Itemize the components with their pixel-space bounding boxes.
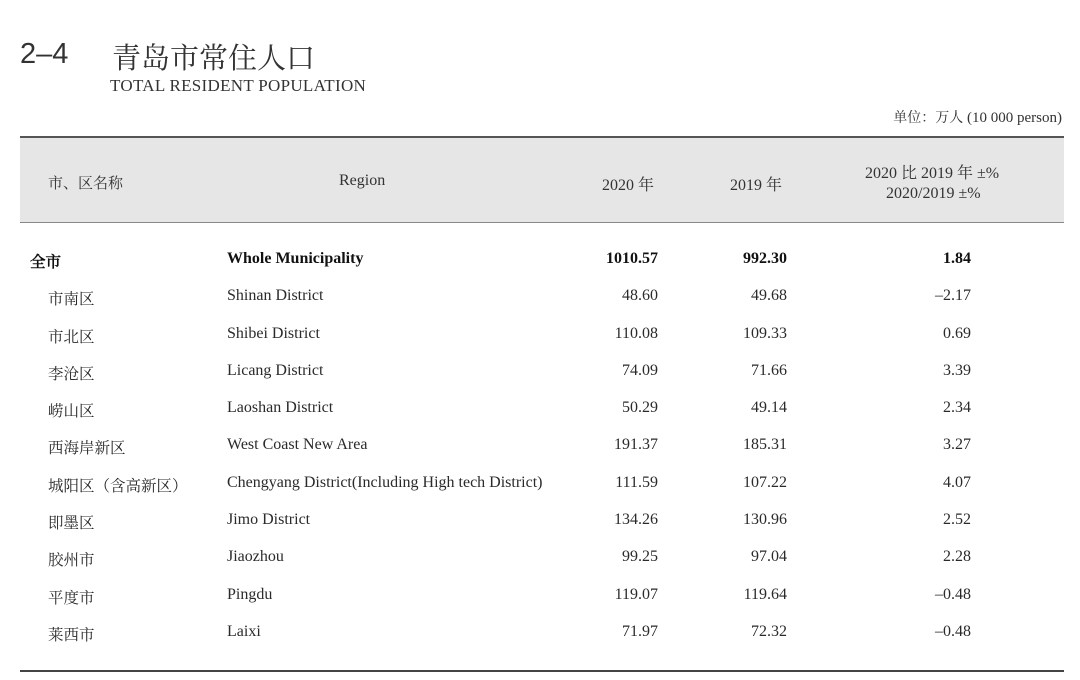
table-row (20, 428, 1064, 465)
region-cn: 平度市 (48, 588, 95, 607)
region-en: Licang District (227, 361, 324, 379)
region-cn: 西海岸新区 (48, 439, 126, 458)
value-change: 2.52 (943, 511, 971, 529)
title-chinese: 青岛市常住人口 (112, 41, 316, 75)
title-english: TOTAL RESIDENT POPULATION (110, 76, 367, 95)
region-en: Jiaozhou (227, 548, 284, 566)
header-2020: 2020 年 (602, 177, 655, 194)
table-row (20, 540, 1064, 577)
header-region-en: Region (339, 172, 386, 189)
value-change: 4.07 (943, 473, 971, 491)
unit-en: (10 000 person) (967, 110, 1062, 126)
region-cn: 即墨区 (48, 514, 95, 533)
table-body (20, 242, 1064, 652)
region-en: Shinan District (227, 287, 324, 305)
region-en: Laixi (227, 622, 261, 640)
value-2019: 107.22 (743, 473, 787, 491)
header-change-line1: 2020 比 2019 年 ±% (865, 165, 1000, 182)
value-change: 2.34 (943, 399, 971, 417)
value-2020: 134.26 (614, 511, 658, 529)
value-2019: 49.14 (751, 399, 787, 417)
value-change: –2.17 (935, 287, 971, 305)
region-en: West Coast New Area (227, 436, 368, 454)
region-cn: 李沧区 (48, 364, 95, 383)
value-change: 1.84 (943, 250, 971, 267)
value-2020: 119.07 (614, 585, 658, 603)
value-change: –0.48 (935, 622, 971, 640)
table-row (20, 503, 1064, 540)
header-2019: 2019 年 (730, 177, 783, 194)
region-cn: 城阳区（含高新区） (48, 476, 188, 495)
region-cn: 市北区 (48, 327, 95, 346)
value-2019: 109.33 (743, 324, 787, 342)
value-2020: 111.59 (615, 473, 658, 491)
unit-label (893, 107, 1062, 127)
header-change-line2: 2020/2019 ±% (886, 185, 981, 202)
value-2019: 130.96 (743, 511, 787, 529)
table-row-total (20, 242, 1064, 279)
value-2020: 191.37 (614, 436, 658, 454)
value-2019: 49.68 (751, 287, 787, 305)
value-change: 3.39 (943, 361, 971, 379)
table-row (20, 279, 1064, 316)
region-cn: 崂山区 (48, 402, 95, 421)
value-2019: 185.31 (743, 436, 787, 454)
value-2019: 71.66 (751, 361, 787, 379)
value-2019: 72.32 (751, 622, 787, 640)
value-2020: 48.60 (622, 287, 658, 305)
region-en: Laoshan District (227, 399, 334, 417)
table-row (20, 578, 1064, 615)
value-2020: 50.29 (622, 399, 658, 417)
table-row (20, 615, 1064, 652)
region-cn: 市南区 (48, 290, 95, 309)
header-region-cn: 市、区名称 (48, 174, 124, 192)
value-change: 0.69 (943, 324, 971, 342)
region-cn: 莱西市 (48, 625, 95, 644)
table-bottom-rule (20, 670, 1064, 672)
region-en: Shibei District (227, 324, 320, 342)
table-row (20, 391, 1064, 428)
value-2019: 97.04 (751, 548, 787, 566)
table-row (20, 466, 1064, 503)
unit-cn: 单位：万人 (893, 110, 964, 126)
region-en: Pingdu (227, 585, 273, 603)
value-change: –0.48 (935, 585, 971, 603)
value-2020: 99.25 (622, 548, 658, 566)
table-number: 2–4 (20, 38, 69, 70)
table-row (20, 317, 1064, 354)
value-change: 2.28 (943, 548, 971, 566)
value-2019: 992.30 (743, 250, 787, 267)
value-2020: 71.97 (622, 622, 658, 640)
value-2020: 110.08 (614, 324, 658, 342)
value-2020: 1010.57 (606, 250, 658, 267)
region-cn: 胶州市 (48, 551, 95, 570)
region-en: Chengyang District(Including High tech District) (227, 473, 543, 491)
value-2019: 119.64 (743, 585, 787, 603)
region-en: Whole Municipality (227, 250, 364, 267)
region-en: Jimo District (227, 511, 311, 529)
table-row (20, 354, 1064, 391)
value-change: 3.27 (943, 436, 971, 454)
table-header (20, 136, 1064, 223)
region-cn: 全市 (30, 253, 62, 271)
value-2020: 74.09 (622, 361, 658, 379)
